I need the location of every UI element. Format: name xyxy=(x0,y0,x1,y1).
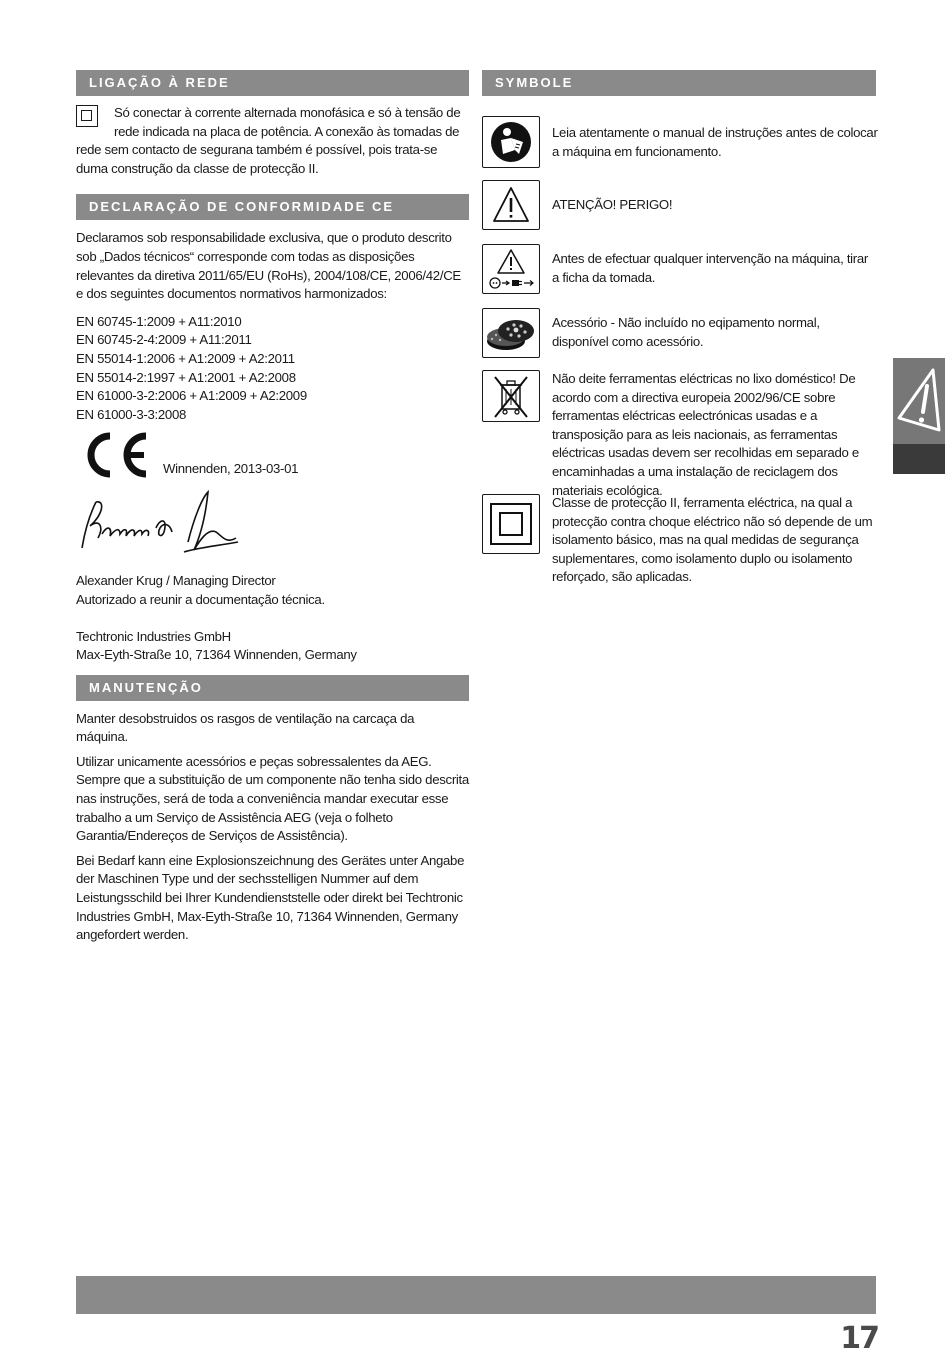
symbol-box xyxy=(482,180,540,230)
standards-list xyxy=(76,313,469,425)
standard-item: EN 61000-3-3:2008 xyxy=(76,406,187,422)
authorized-note: Autorizado a reunir a documentação técnica. xyxy=(76,591,325,607)
symbol-text: Não deite ferramentas eléctricas no lixo doméstico! De acordo com a directiva europeia 2002/96/CE sobre ferramentas eléctricas eelectrónicas usadas e a transposição para as leis nacionais, as ferramentas eléctricas usadas devem ser recolhidas em separado e encaminhadas a uma instalação de reciclagem dos materiais ecológica. xyxy=(552,371,859,498)
section-heading-manutencao: MANUTENÇÃO xyxy=(76,675,469,701)
unplug-warning-icon xyxy=(486,247,536,291)
standard-item: EN 60745-1:2009 + A11:2010 xyxy=(76,313,242,329)
manutencao-p1: Manter desobstruidos os rasgos de ventilação na carcaça da máquina. xyxy=(76,710,415,745)
manutencao-block xyxy=(76,710,469,945)
standard-item: EN 61000-3-2:2006 + A1:2009 + A2:2009 xyxy=(76,388,307,404)
left-column xyxy=(76,70,469,945)
footer-bar xyxy=(76,1276,876,1314)
declaracao-intro: Declaramos sob responsabilidade exclusiva, que o produto descrito sob „Dados técnicos“ corresponde com todas as disposições relevantes da diretiva 2011/65/EU (RoHs), 2004/108/CE, 2006/42/CE e dos seguintes documentos normativos harmonizados: xyxy=(76,230,461,302)
sanding-disc-accessory-icon xyxy=(484,311,538,355)
side-tab-dark-strip xyxy=(893,444,945,474)
weee-bin-icon xyxy=(491,373,531,419)
warning-triangle-icon xyxy=(893,358,945,444)
section-heading-ligacao: LIGAÇÃO À REDE xyxy=(76,70,469,96)
manutencao-p2: Utilizar unicamente acessórios e peças sobressalentes da AEG. Sempre que a substituição de um componente não tenha sido descrita nas instruções, será de toda a conveniência mandar executar esse trabalho a um Serviço de Assistência AEG (veja o folheto Garantia/Endereços de Serviços de Assistência). xyxy=(76,753,469,844)
side-tab xyxy=(893,358,945,474)
class-ii-icon xyxy=(488,501,534,547)
symbol-box xyxy=(482,370,540,422)
section-heading-declaracao: DECLARAÇÃO DE CONFORMIDADE CE xyxy=(76,194,469,220)
symbol-text: Leia atentamente o manual de instruções antes de colocar a máquina em funcionamento. xyxy=(552,125,878,159)
ligacao-text-block xyxy=(76,104,469,178)
standard-item: EN 60745-2-4:2009 + A11:2011 xyxy=(76,332,252,348)
ce-mark-icon xyxy=(80,430,152,480)
company-address: Max-Eyth-Straße 10, 71364 Winnenden, Germany xyxy=(76,647,357,663)
place-date: Winnenden, 2013-03-01 xyxy=(163,461,299,477)
symbol-text: Antes de efectuar qualquer intervenção na máquina, tirar a ficha da tomada. xyxy=(552,251,869,285)
symbol-box xyxy=(482,494,540,554)
section-heading-symbole: SYMBOLE xyxy=(482,70,876,96)
signature-image xyxy=(76,488,246,570)
read-manual-icon xyxy=(489,120,533,164)
standard-item: EN 55014-1:2006 + A1:2009 + A2:2011 xyxy=(76,350,295,366)
symbol-box xyxy=(482,308,540,358)
ce-row xyxy=(76,430,469,486)
company-name: Techtronic Industries GmbH xyxy=(76,628,231,644)
declaracao-block xyxy=(76,229,469,664)
symbol-text: Classe de protecção II, ferramenta eléctrica, na qual a protecção contra choque eléctrico não só depende de um isolamento básico, mas na qual medidas de segurança suplementares, como isolamento duplo ou isolamento reforçado, são aplicadas. xyxy=(552,495,873,585)
page-number: 17 xyxy=(840,1321,878,1356)
class-ii-small-icon xyxy=(76,105,98,127)
manutencao-p3: Bei Bedarf kann eine Explosionszeichnung des Gerätes unter Angabe der Maschinen Type und der sechsstelligen Nummer auf dem Leistungsschild bei Ihrer Kundendienststelle oder direkt bei Techtronic Industries GmbH, Max-Eyth-Straße 10, 71364 Winnenden, Germany angefordert werden. xyxy=(76,852,465,943)
right-column xyxy=(482,70,878,585)
ligacao-text: Só conectar à corrente alternada monofásica e só à tensão de rede indicada na placa de potência. A conexão às tomadas de rede sem contacto de segurana também é possível, pois trata-se duma construção da classe de protecção II. xyxy=(76,105,461,176)
symbol-text: ATENÇÃO! PERIGO! xyxy=(552,197,673,212)
signatory: Alexander Krug / Managing Director xyxy=(76,573,276,589)
standard-item: EN 55014-2:1997 + A1:2001 + A2:2008 xyxy=(76,369,296,385)
symbol-text: Acessório - Não incluído no eqipamento normal, disponível como acessório. xyxy=(552,315,820,349)
symbol-box xyxy=(482,116,540,168)
warning-triangle-icon xyxy=(491,185,531,225)
symbol-box xyxy=(482,244,540,294)
